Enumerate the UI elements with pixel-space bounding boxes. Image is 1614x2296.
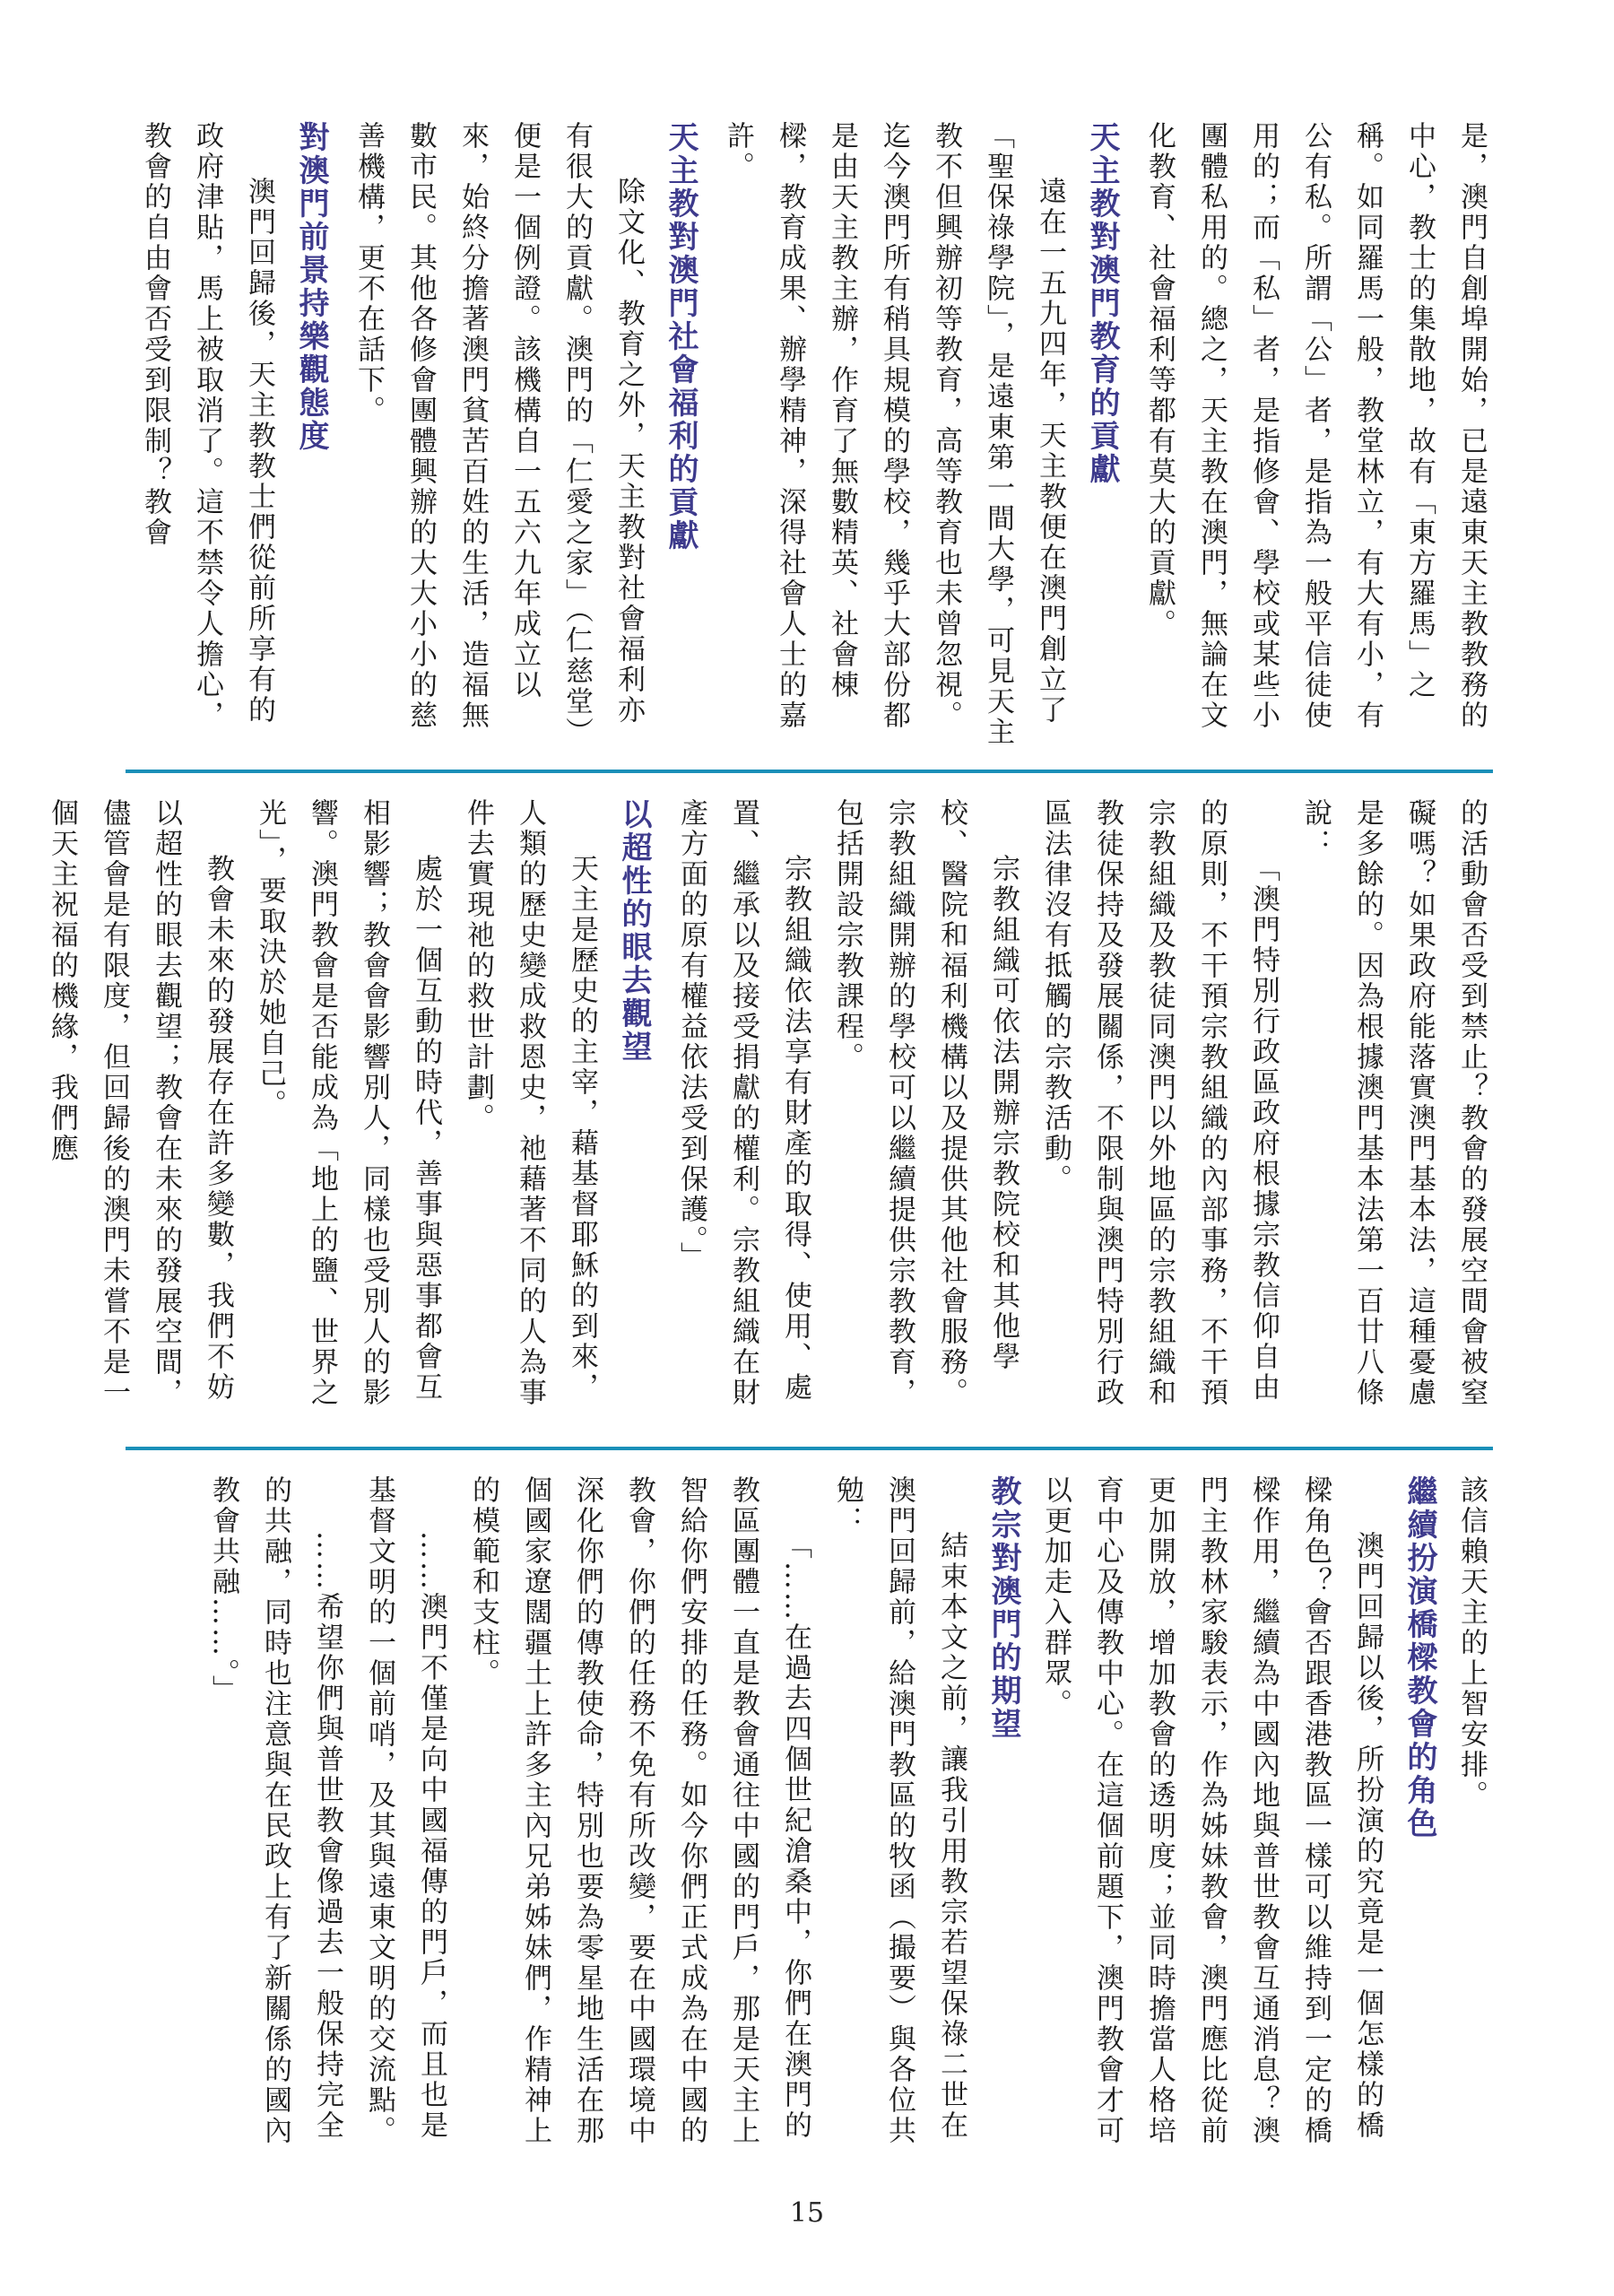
paragraph: 天主是歷史的主宰，藉基督耶穌的到來，人類的歷史變成救恩史，祂藉著不同的人為事件去實現祂的救世計劃。 (462, 798, 598, 1408)
section-heading: 對澳門前景持樂觀態度 (293, 121, 329, 453)
paragraph: 澳門回歸後，天主教教士們從前所享有的政府津貼，馬上被取消了。這不禁令人擔心，教會的自由會否受到限制？教會 (139, 121, 275, 731)
section-heading: 天主教對澳門教育的貢獻 (1084, 121, 1120, 486)
quote-paragraph: ……希望你們與普世教會像過去一般保持完全的共融，同時也注意與在民政上有了新關係的國內教會共融……。」 (207, 1475, 343, 2146)
col-1-2 (712, 121, 1128, 753)
section-band-1 (117, 121, 1497, 753)
paragraph: 是，澳門自創埠開始，已是遠東天主教教務的中心，教士的集散地，故有「東方羅馬」之稱。如同羅馬一般，教堂林立，有大有小，有公有私。所謂「公」者，是指為一般平信徒使用的；而「私」者，是指修會、學校或某些小團體私用的。總之，天主教在澳門，無論在文化教育、社會福利等都有莫大的貢獻。 (1143, 121, 1488, 731)
col-3-1 (197, 1475, 1497, 2157)
paragraph: 的活動會否受到禁止？教會的發展空間會被窒礙嗎？如果政府能落實澳門基本法，這種憂慮是多餘的。因為根據澳門基本法第一百廿八條說： (1299, 798, 1488, 1408)
section-heading: 以超性的眼去觀望 (616, 798, 652, 1064)
paragraph: 教會未來的發展存在許多變數，我們不妨以超性的眼去觀望；教會在未來的發展空間，儘管會是有限度，但回歸後的澳門未嘗不是一個天主祝福的機緣，我們應 (46, 798, 234, 1408)
col-1-3 (343, 121, 707, 753)
paragraph: 澳門回歸以後，所扮演的究竟是一個怎樣的橋樑角色？會否跟香港教區一樣可以維持到一定的橋樑作用，繼續為中國內地與普世教會互通消息？澳門主教林家駿表示，作為姊妹教會，澳門應比從前更加開放，增加教會的透明度；並同時擔當人格培育中心及傳教中心。在這個前題下，澳門教會才可以更加走入群眾。 (1039, 1475, 1384, 2146)
quote-paragraph: 宗教組織依法享有財產的取得、使用、處置、繼承以及接受捐獻的權利。宗教組織在財產方面的原有權益依法受到保護。」 (675, 798, 811, 1408)
paragraph: 處於一個互動的時代，善事與惡事都會互相影響；教會會影響別人，同樣也受別人的影響。澳門教會是否能成為「地上的鹽、世界之光」，要取決於她自己。 (254, 798, 442, 1408)
section-heading: 繼續扮演橋樑教會的角色 (1401, 1475, 1437, 1840)
quote-paragraph: 「……在過去四個世紀滄桑中，你們在澳門的教區團體一直是教會通往中國的門戶，那是天主上智給你們安排的任務。如今你們正式成為在中國的教會，你們的任務不免有所改變，要在中國環境中深化你們的傳教使命，特別也要為零星地生活在那個國家遼闊疆土上許多主內兄弟姊妹們，作精神上的模範和支柱。 (467, 1475, 811, 2146)
paragraph: 遠在一五九四年，天主教便在澳門創立了「聖保祿學院」，是遠東第一間大學，可見天主教不但興辦初等教育，高等教育也未曾忽視。迄今澳門所有稍具規模的學校，幾乎大部份都是由天主教主辦，作育了無數精英、社會棟樑，教育成果、辦學精神，深得社會人士的嘉許。 (722, 121, 1066, 748)
section-heading: 天主教對澳門社會福利的貢獻 (663, 121, 699, 552)
paragraph: 結束本文之前，讓我引用教宗若望保祿二世在澳門回歸前，給澳門教區的牧函（撮要）與各位共勉： (831, 1475, 968, 2146)
col-2-2 (36, 798, 660, 1431)
paragraph: 該信賴天主的上智安排。 (1455, 1475, 1488, 1811)
section-heading: 教宗對澳門的期望 (985, 1475, 1021, 1741)
page-number: 15 (789, 2197, 825, 2229)
section-band-2 (46, 798, 1497, 1431)
paragraph: 除文化、教育之外，天主教對社會福利亦有很大的貢獻。澳門的「仁愛之家」（仁慈堂）便是一個例證。該機構自一五六九年成立以來，始終分擔著澳門貧苦百姓的生活，造福無數市民。其他各修會團體興辦的大大小小的慈善機構，更不在話下。 (352, 121, 645, 748)
section-divider (126, 770, 1493, 773)
quote-paragraph: 「澳門特別行政區政府根據宗教信仰自由的原則，不干預宗教組織的內部事務，不干預宗教組織及教徒同澳門以外地區的宗教組織和教徒保持及發展關係，不限制與澳門特別行政區法律沒有抵觸的宗教活動。 (1039, 798, 1280, 1408)
section-band-3 (117, 1475, 1497, 2157)
section-divider (126, 1447, 1493, 1450)
col-1-1 (1133, 121, 1497, 753)
quote-paragraph: 宗教組織可依法開辦宗教院校和其他學校、醫院和福利機構以及提供其他社會服務。宗教組織開辦的學校可以繼續提供宗教教育，包括開設宗教課程。 (831, 798, 1020, 1408)
quote-paragraph: ……澳門不僅是向中國福傳的門戶，而且也是基督文明的一個前哨，及其與遠東文明的交流點。 (363, 1475, 447, 2146)
col-2-1 (665, 798, 1497, 1431)
col-1-4 (129, 121, 337, 753)
